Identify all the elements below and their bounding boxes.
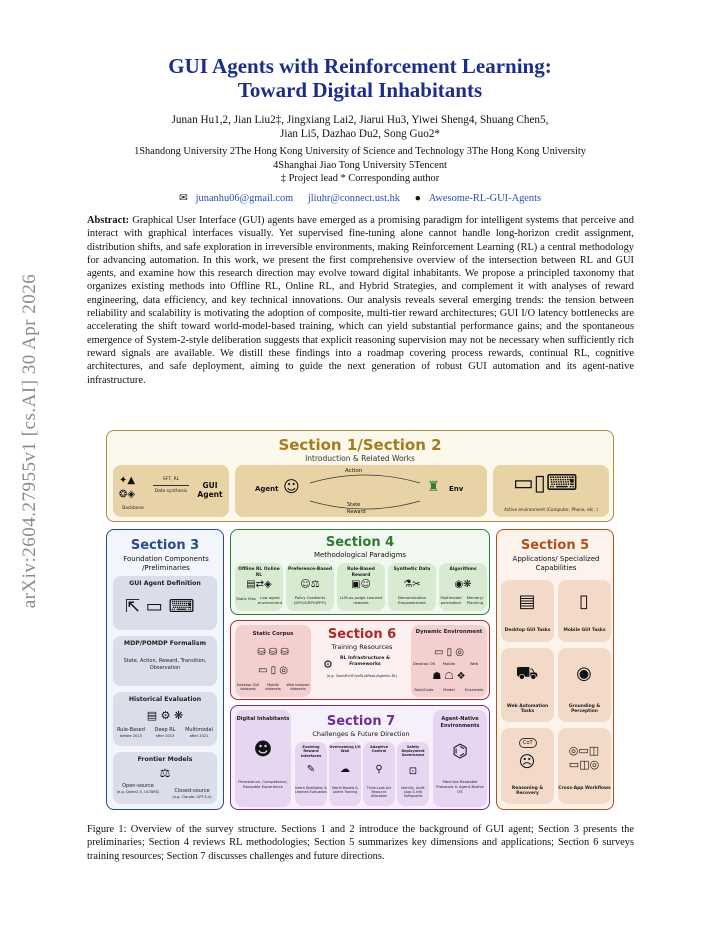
synthetic-data-card — [388, 563, 436, 611]
rl-infrastructure-examples: (e.g. OpenRLHF/veRL/AReaL/Agentic-RL) — [326, 674, 398, 678]
synthetic-data-title: Synthetic Data — [393, 567, 431, 572]
author-notes: ‡ Project lead * Corresponding author — [280, 173, 440, 184]
section-3-title: Section 3 — [130, 538, 200, 553]
mobile-env-label: Mobile — [442, 661, 456, 666]
desktop-datasets-label: Desktop GUI datasets — [236, 683, 260, 692]
section-1-2-title: Section 1/Section 2 — [278, 436, 442, 454]
io-wall-card — [329, 742, 361, 806]
llm-judge-label: LLM-as-Judge Learned rewards — [339, 595, 382, 605]
abstract — [87, 214, 634, 387]
native-os-icon: ⌬ — [452, 741, 468, 762]
rule-based-label: Rule-Based — [117, 727, 145, 733]
contact-links — [0, 192, 720, 204]
cot-badge: CoT — [519, 738, 537, 748]
mdp-elements: State, Action, Reward, Transition, Observation — [123, 658, 207, 671]
deep-rl-label: Deep RL — [154, 727, 176, 733]
agent-env-loop-panel — [235, 465, 487, 517]
digital-inhabitants-card — [235, 710, 291, 807]
robot-icon: ☺ — [283, 477, 300, 496]
low-agent-env-label: Low agent environment — [257, 595, 283, 605]
abstract-text: Graphical User Interface (GUI) agents have emerged as a promising paradigm for intelligent systems that perceive and interact with graphical interfaces visually. Yet supervised fine-tuning alone cannot handle long-horizon credit assignment, distribution shifts, and safe exploration in irreversible environments, making Reinforcement Learning (RL) a central methodology for advancing automation. In this work, we present the first comprehensive overview of the intersection between RL and GUI agents, and examine how this research direction may evolve toward digital inhabitants. We propose a principled taxonomy that organizes existing methods into Offline RL, Online RL, and Hybrid Strategies, and complement it with analyses of reward engineering, data efficiency, and key technical innovations. Our analysis reveals several emerging trends: the tension between reliability and scalability is motivating the adoption of composite, multi-tier reward architectures; GUI I/O latency bottlenecks are accelerating the shift toward world-model-based training, which can yield substantial performance gains; and the spontaneous emergence of System-2-style deliberation suggests that explicit reasoning supervision may not be necessary when sufficiently rich reward signals are available. We distill these findings into a roadmap covering process rewards, continual RL, cognitive architectures, and safe deployment, aiming to guide the next generation of robust GUI automation and its agent-native infrastructure. — [87, 215, 634, 386]
demonstration-label: Demonstration Empowerment — [397, 595, 427, 605]
historical-evaluation-title: Historical Evaluation — [128, 696, 202, 703]
email-link-2[interactable]: jliuhr@connect.ust.hk — [307, 193, 400, 204]
static-files-label: Static files — [236, 596, 256, 601]
rl-infrastructure-label: RL Infrastructure & Frameworks — [339, 656, 391, 667]
frontier-models-title: Frontier Models — [137, 756, 193, 763]
mobile-gui-tasks-card — [558, 580, 611, 642]
algorithms-card — [439, 563, 487, 611]
rule-based-reward-card — [337, 563, 385, 611]
closed-source-label: Closed-source — [174, 788, 210, 794]
active-environment-label: Active environment (Computer, Phone, etc. ) — [504, 507, 598, 512]
offline-online-rl-card — [235, 563, 283, 611]
authors-line-1: Junan Hu1,2, Jian Liu2‡, Jingxiang Lai2, Jiarui Hu3, Yiwei Sheng4, Shuang Chen5, — [171, 114, 549, 126]
evolving-reward-title: Evolving Reward Interfaces — [300, 745, 322, 758]
adaptive-control-card — [363, 742, 395, 806]
lock-icon: ⊡ — [408, 766, 418, 777]
environment-icon: ♜ — [427, 479, 440, 495]
gui-agent-backbone-panel — [113, 465, 229, 517]
backbone-model-icon: ✦▲ — [119, 475, 136, 486]
section-1-2-subtitle: Introduction & Related Works — [305, 454, 415, 463]
rule-based-reward-title: Rule-Based Reward — [347, 567, 375, 578]
action-label: Action — [345, 468, 363, 474]
policy-gradients-label: Policy Gradients (DPO/GRPO/PPO) — [293, 595, 327, 605]
io-wall-title: Overcoming I/O Wall — [329, 745, 361, 754]
web-cart-icon: ⛟ — [515, 663, 539, 684]
inhabitant-icon: ☻ — [253, 739, 273, 760]
title-line-2: Toward Digital Inhabitants — [237, 78, 483, 102]
deep-rl-date: after 2015 — [155, 734, 175, 738]
agent-native-env-card — [433, 710, 487, 807]
algorithm-icon: ◉❋ — [454, 579, 472, 590]
state-label: State — [347, 502, 361, 508]
arrow-to-agent — [153, 485, 189, 486]
abstract-label: Abstract: — [87, 215, 130, 226]
arxiv-identifier: arXiv:2604.27955v1 [cs.AI] 30 Apr 2026 — [19, 273, 40, 609]
reward-label: Reward — [347, 509, 366, 515]
mobile-datasets-label: Mobile datasets — [265, 683, 281, 692]
ensemble-label: Ensemble — [464, 687, 484, 692]
preference-icon: ☺⚖ — [300, 579, 320, 590]
grounding-perception-label: Grounding & Perception — [568, 704, 601, 715]
paper-title — [0, 54, 720, 102]
reward-source-icons: ☗ ☖ ❖ — [432, 671, 466, 682]
github-icon: ● — [414, 193, 421, 204]
backbone-label: Backbone — [122, 506, 144, 511]
section-5-title: Section 5 — [520, 538, 590, 553]
safety-governance-card — [397, 742, 429, 806]
section-3-subtitle: Foundation Components /Preliminaries — [123, 555, 209, 572]
open-source-label: Open-source — [122, 783, 154, 789]
section-5-panel — [496, 529, 614, 810]
dynamic-environment-card — [411, 625, 487, 697]
control-tree-icon: ⚲ — [375, 764, 383, 775]
agent-label: Agent — [255, 485, 279, 493]
author-list — [130, 113, 590, 141]
mobile-gui-tasks-label: Mobile GUI Tasks — [563, 628, 606, 633]
section-7-panel — [230, 705, 490, 810]
scale-icon: ⚖ — [159, 766, 171, 780]
cursor-screen-icon: ⇱ ▭ ⌨ — [125, 596, 195, 617]
email-link-1[interactable]: junanhu06@gmail.com — [195, 193, 294, 204]
agent-native-env-title: Agent-Native Environments — [440, 716, 480, 729]
gui-agent-label: GUI Agent — [197, 481, 223, 499]
multimodal-label: Multimodal — [185, 727, 213, 733]
section-5-subtitle: Applications/ Specialized Capabilities — [512, 555, 600, 572]
affiliations-line-2: 4Shanghai Jiao Tong University 5Tencent — [273, 159, 447, 171]
safety-governance-title: Safety Deployment Governance — [401, 745, 425, 758]
section-6-title: Section 6 — [327, 627, 397, 642]
model-label: Model — [443, 687, 455, 692]
closed-source-examples: (e.g. Claude, GPT-5.4) — [172, 795, 212, 799]
history-icons: ▤ ⚙ ❋ — [146, 709, 184, 722]
env-label: Env — [449, 485, 464, 493]
open-source-examples: (e.g. Qwen2.5, UI-TARS) — [116, 790, 160, 794]
infrastructure-icon: ⚙ — [323, 658, 333, 671]
backbone-model-icon-2: ❂◈ — [119, 489, 136, 500]
evolving-reward-desc: Intent Distillation & Learned Evaluation — [295, 786, 327, 794]
algorithms-title: Algorithms — [449, 567, 477, 572]
active-environment-panel — [493, 465, 609, 517]
reasoning-recovery-label: Reasoning & Recovery — [511, 786, 544, 797]
devices-icon: ▭▯⌨ — [513, 471, 578, 496]
preference-based-title: Preference-Based — [288, 567, 332, 572]
web-automation-card — [501, 648, 554, 722]
rl-exchange-icon: ▤⇄◈ — [246, 579, 272, 590]
eye-icon: ◉ — [576, 663, 592, 684]
cross-app-workflows-card — [558, 728, 611, 804]
overview-figure — [106, 430, 614, 810]
web-datasets-label: Web browser datasets — [286, 683, 310, 692]
web-automation-label: Web Automation Tasks — [506, 704, 549, 715]
section-7-title: Section 7 — [326, 714, 396, 729]
cross-app-workflows-label: Cross-App Workflows — [558, 786, 611, 791]
database-icons: ⛁ ⛁ ⛁ — [257, 647, 289, 658]
code-window-icon: ▤ — [518, 591, 536, 612]
grounding-perception-card — [558, 648, 611, 722]
offline-online-rl-title: Offline RL Online RL — [238, 567, 280, 578]
multimodal-date: after 2021 — [189, 734, 209, 738]
synthetic-data-icon: ⚗✂ — [403, 579, 421, 590]
section-7-subtitle: Challenges & Future Direction — [312, 730, 410, 738]
figure-caption: Figure 1: Overview of the survey structure. Sections 1 and 2 introduce the background of GUI agent; Section 3 presents the preliminaries; Section 4 reviews RL methodologies; Section 5 summarizes key dimensions and applications; Section 6 surveys training resources; Section 7 discusses challenges and future directions. — [87, 824, 634, 862]
digital-inhabitants-desc: Persistence, Competence, Reusable Experience — [238, 779, 288, 789]
section-6-subtitle: Training Resources — [331, 643, 393, 651]
desktop-gui-tasks-label: Desktop GUI Tasks — [504, 628, 551, 633]
brain-icon: ☹ — [518, 752, 536, 771]
reasoning-recovery-card — [501, 728, 554, 804]
memory-planning-label: Memory/ Planning — [466, 595, 484, 605]
data-synthesis-label: Data synthesis — [154, 489, 188, 494]
agent-env-loop-arrows — [305, 471, 425, 513]
section-3-panel — [106, 529, 224, 810]
reward-icon: ▣☺ — [351, 579, 371, 590]
section-4-panel — [230, 529, 490, 615]
section-4-title: Section 4 — [325, 535, 395, 550]
desktop-os-label: Desktop OS — [412, 661, 436, 666]
section-4-subtitle: Methodological Paradigms — [313, 551, 407, 559]
frontier-models-card — [113, 752, 217, 804]
preference-based-card — [286, 563, 334, 611]
device-icons: ▭ ▯ ◎ — [257, 665, 289, 676]
desktop-gui-tasks-card — [501, 580, 554, 642]
reward-interface-icon: ✎ — [306, 764, 316, 775]
rule-based-date: before 2015 — [120, 734, 142, 738]
agent-native-env-desc: Machine-Readable Protocols & Agent-Native OS — [436, 779, 484, 794]
phone-icon: ▯ — [579, 591, 589, 612]
static-corpus-card — [235, 625, 311, 697]
web-env-label: Web — [469, 661, 479, 666]
affiliations-line-1: 1Shandong University 2The Hong Kong University of Science and Technology 3The Hong Kong University — [134, 146, 586, 157]
section-1-2-panel — [106, 430, 614, 522]
github-link[interactable]: Awesome-RL-GUI-Agents — [428, 193, 542, 204]
adaptive-control-desc: Think-Look-Act Resource Allocation — [366, 786, 392, 798]
gui-agent-definition-card — [113, 576, 217, 630]
digital-inhabitants-title: Digital Inhabitants — [236, 716, 290, 722]
evolving-reward-card — [295, 742, 327, 806]
safety-governance-desc: Identity, Audit Logs & Info Safeguards — [401, 786, 425, 798]
dynamic-environment-title: Dynamic Environment — [415, 629, 483, 635]
rule-code-label: Rule/Code — [414, 687, 434, 692]
mail-icon: ✉ — [178, 193, 188, 204]
mdp-formalism-title: MDP/POMDP Formalism — [123, 640, 207, 647]
io-wall-desc: World Models & Latent Training — [332, 786, 358, 794]
affiliations — [60, 145, 660, 186]
mdp-formalism-card — [113, 636, 217, 686]
section-6-panel — [230, 620, 490, 700]
multimodal-perception-label: Multimodal perception — [440, 595, 462, 605]
gui-agent-definition-title: GUI Agent Definition — [129, 580, 201, 587]
authors-line-2: Jian Li5, Dazhao Du2, Song Guo2* — [279, 128, 441, 140]
adaptive-control-title: Adaptive Control — [369, 745, 389, 754]
title-line-1: GUI Agents with Reinforcement Learning: — [168, 54, 552, 78]
env-device-icons: ▭ ▯ ◎ — [433, 647, 465, 658]
cloud-icon: ☁ — [340, 764, 350, 775]
workflow-icon: ◎▭◫ ▭◫◎ — [568, 744, 600, 771]
static-corpus-title: Static Corpus — [252, 631, 294, 637]
historical-evaluation-card — [113, 692, 217, 746]
sft-rl-label: SFT, RL — [162, 477, 180, 482]
